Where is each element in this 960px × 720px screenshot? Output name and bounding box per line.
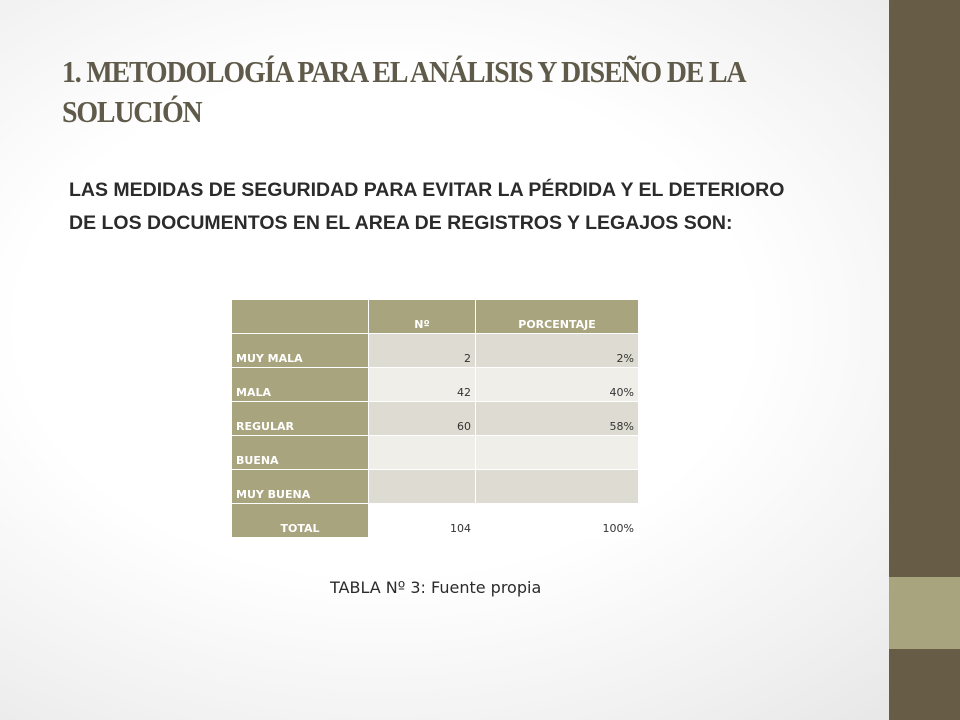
row-percentage: 58% [476,402,639,436]
row-percentage: 40% [476,368,639,402]
row-label: MALA [232,368,369,402]
table-total-row [232,504,639,538]
row-count [369,436,476,470]
table-row [232,436,639,470]
table-header-cell: PORCENTAJE [476,300,639,334]
row-percentage: 2% [476,334,639,368]
row-percentage [476,470,639,504]
row-percentage [476,436,639,470]
total-count: 104 [369,504,476,538]
table-row [232,334,639,368]
table-row [232,368,639,402]
sidebar-accent-band [889,577,960,649]
results-table [231,299,639,538]
row-label: MUY MALA [232,334,369,368]
table-row [232,402,639,436]
row-count: 42 [369,368,476,402]
table-header-cell: Nº [369,300,476,334]
row-count: 60 [369,402,476,436]
total-percentage: 100% [476,504,639,538]
slide-subtitle: LAS MEDIDAS DE SEGURIDAD PARA EVITAR LA PÉRDIDA Y EL DETERIORO DE LOS DOCUMENTOS EN EL AREA DE REGISTROS Y LEGAJOS SON: [69,179,785,234]
row-label: MUY BUENA [232,470,369,504]
row-count: 2 [369,334,476,368]
table-header-cell [232,300,369,334]
row-label: BUENA [232,436,369,470]
row-label: REGULAR [232,402,369,436]
table-caption: TABLA Nº 3: Fuente propia [330,578,542,597]
slide-title: 1. METODOLOGÍA PARA EL ANÁLISIS Y DISEÑO DE LA SOLUCIÓN [62,54,744,129]
row-count [369,470,476,504]
table-header-row [232,300,639,334]
table-row [232,470,639,504]
total-label: TOTAL [232,504,369,538]
